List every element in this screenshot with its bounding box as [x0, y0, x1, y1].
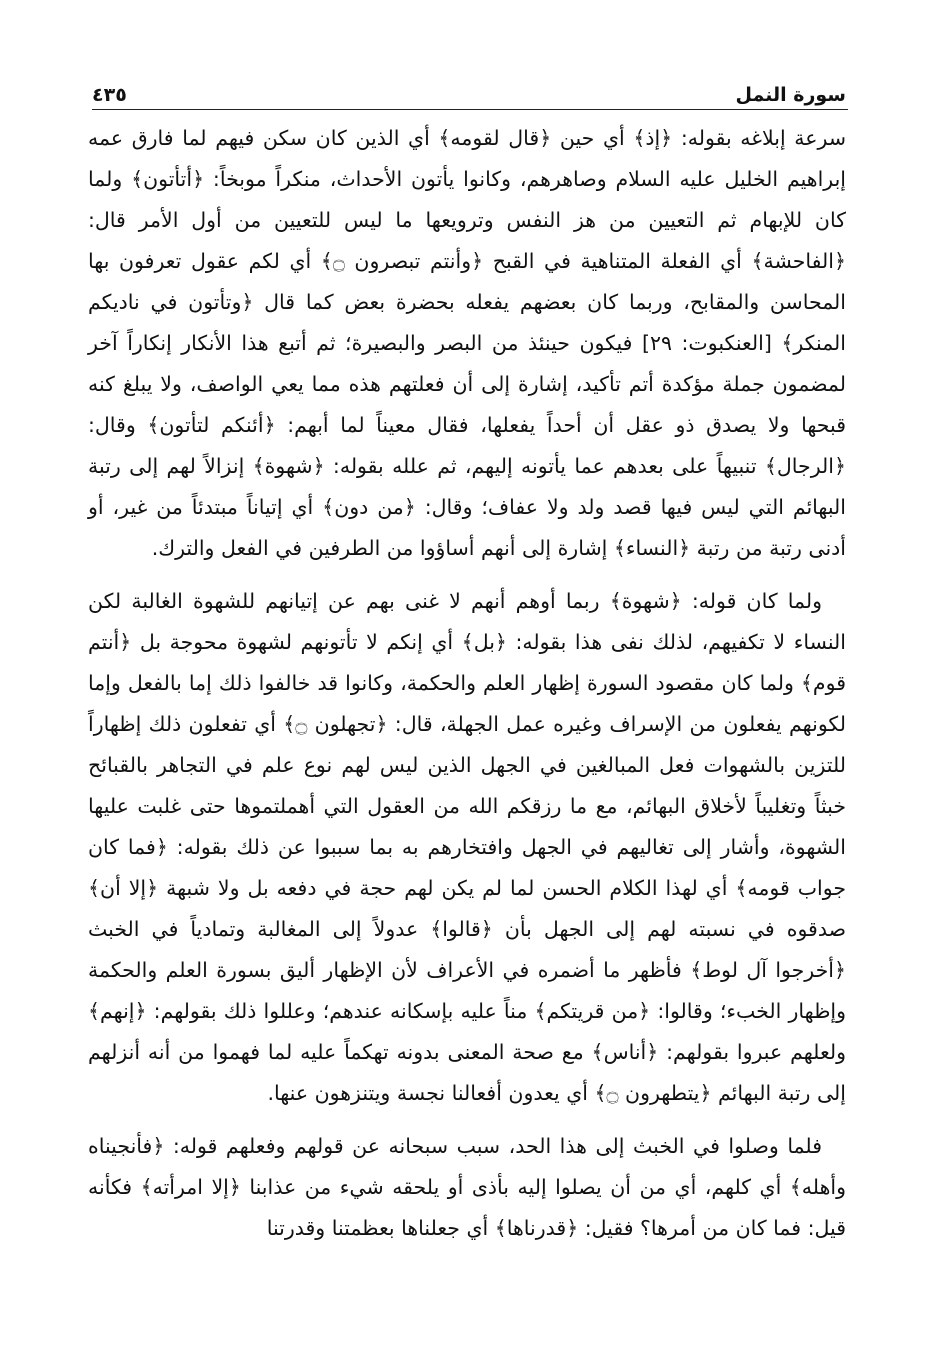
running-header [92, 70, 846, 106]
surah-name: سورة النمل [735, 84, 846, 106]
paragraph-2-text: ولما كان قوله: ﴿شهوة﴾ ربما أوهم أنهم لا غنى بهم عن إتيانهم للشهوة الغالبة لكن النساء لا تكفيهم، لذلك نفى هذا بقوله: ﴿بل﴾ أي إنكم لا تأتونهم لشهوة محوجة بل ﴿أنتم قوم﴾ ولما كان مقصود السورة إظهار العلم والحكمة، وكانوا قد خالفوا ذلك إما بالفعل وإما لكونهم يفعلون من الإسراف وغيره عمل الجهلة، قال: ﴿تجهلون ۝﴾ أي تفعلون ذلك إظهاراً للتزين بالشهوات فعل المبالغين في الجهل الذين ليس لهم نوع علم في التجاهر بالقبائح خبثاً وتغليباً لأخلاق البهائم، مع ما رزقكم الله من العقول التي أهملتموها حتى غلبت عليها الشهوة، وأشار إلى تغاليهم في الجهل وافتخارهم به بما سببوا عن ذلك بقوله: ﴿فما كان جواب قومه﴾ أي لهذا الكلام الحسن لما لم يكن لهم حجة في دفعه بل ولا شبهة ﴿إلا أن﴾ صدقوه في نسبته لهم إلى الجهل بأن ﴿قالوا﴾ عدولاً إلى المغالبة وتمادياً في الخبث ﴿أخرجوا آل لوط﴾ فأظهر ما أضمره في الأعراف لأن الإظهار أليق بسورة العلم والحكمة وإظهار الخبء؛ وقالوا: ﴿من قريتكم﴾ مناً عليه بإسكانه عندهم؛ وعللوا ذلك بقولهم: ﴿إنهم﴾ ولعلهم عبروا بقولهم: ﴿أناس﴾ مع صحة المعنى بدونه تهكماً عليه لما فهموا من أنه أنزلهم إلى رتبة البهائم ﴿يتطهرون ۝﴾ أي يعدون أفعالنا نجسة ويتنزهون عنها. [88, 589, 846, 1105]
paragraph-3 [88, 1126, 846, 1249]
page-number: ٤٣٥ [92, 84, 127, 106]
paragraph-3-text: فلما وصلوا في الخبث إلى هذا الحد، سبب سبحانه عن قولهم وفعلهم قوله: ﴿فأنجيناه وأهله﴾ أي كلهم، أي من أن يصلوا إليه بأذى أو يلحقه شيء من عذابنا ﴿إلا امرأته﴾ فكأنه قيل: فما كان من أمرها؟ فقيل: ﴿قدرناها﴾ أي جعلناها بعظمتنا وقدرتنا [88, 1134, 846, 1240]
header-divider [92, 109, 848, 110]
paragraph-2 [88, 581, 846, 1114]
body-text [88, 118, 846, 1249]
paragraph-1: سرعة إبلاغه بقوله: ﴿إذ﴾ أي حين ﴿قال لقومه﴾ أي الذين كان سكن فيهم لما فارق عمه إبراهيم الخليل عليه السلام وصاهرهم، وكانوا يأتون الأحداث، منكراً موبخاً: ﴿أتأتون﴾ ولما كان للإبهام ثم التعيين من هز النفس وترويعها ما ليس للتعيين من أول الأمر قال: ﴿الفاحشة﴾ أي الفعلة المتناهية في القبح ﴿وأنتم تبصرون ۝﴾ أي لكم عقول تعرفون بها المحاسن والمقابح، وربما كان بعضهم يفعله بحضرة بعض كما قال ﴿وتأتون في ناديكم المنكر﴾ [العنكبوت: ٢٩] فيكون حينئذ من البصر والبصيرة؛ ثم أتبع هذا الأنكار إنكاراً آخر لمضمون جملة مؤكدة أتم تأكيد، إشارة إلى أن فعلتهم هذه مما يعي الواصف، ولا يبلغ كنه قبحها ولا يصدق ذو عقل أن أحداً يفعلها، فقال معيناً لما أبهم: ﴿أئنكم لتأتون﴾ وقال: ﴿الرجال﴾ تنبيهاً على بعدهم عما يأتونه إليهم، ثم علله بقوله: ﴿شهوة﴾ إنزالاً لهم إلى رتبة البهائم التي ليس فيها قصد ولد ولا عفاف؛ وقال: ﴿من دون﴾ أي إتياناً مبتدئاً من غير، أو أدنى رتبة من رتبة ﴿النساء﴾ إشارة إلى أنهم أساؤوا من الطرفين في الفعل والترك. [88, 126, 846, 560]
